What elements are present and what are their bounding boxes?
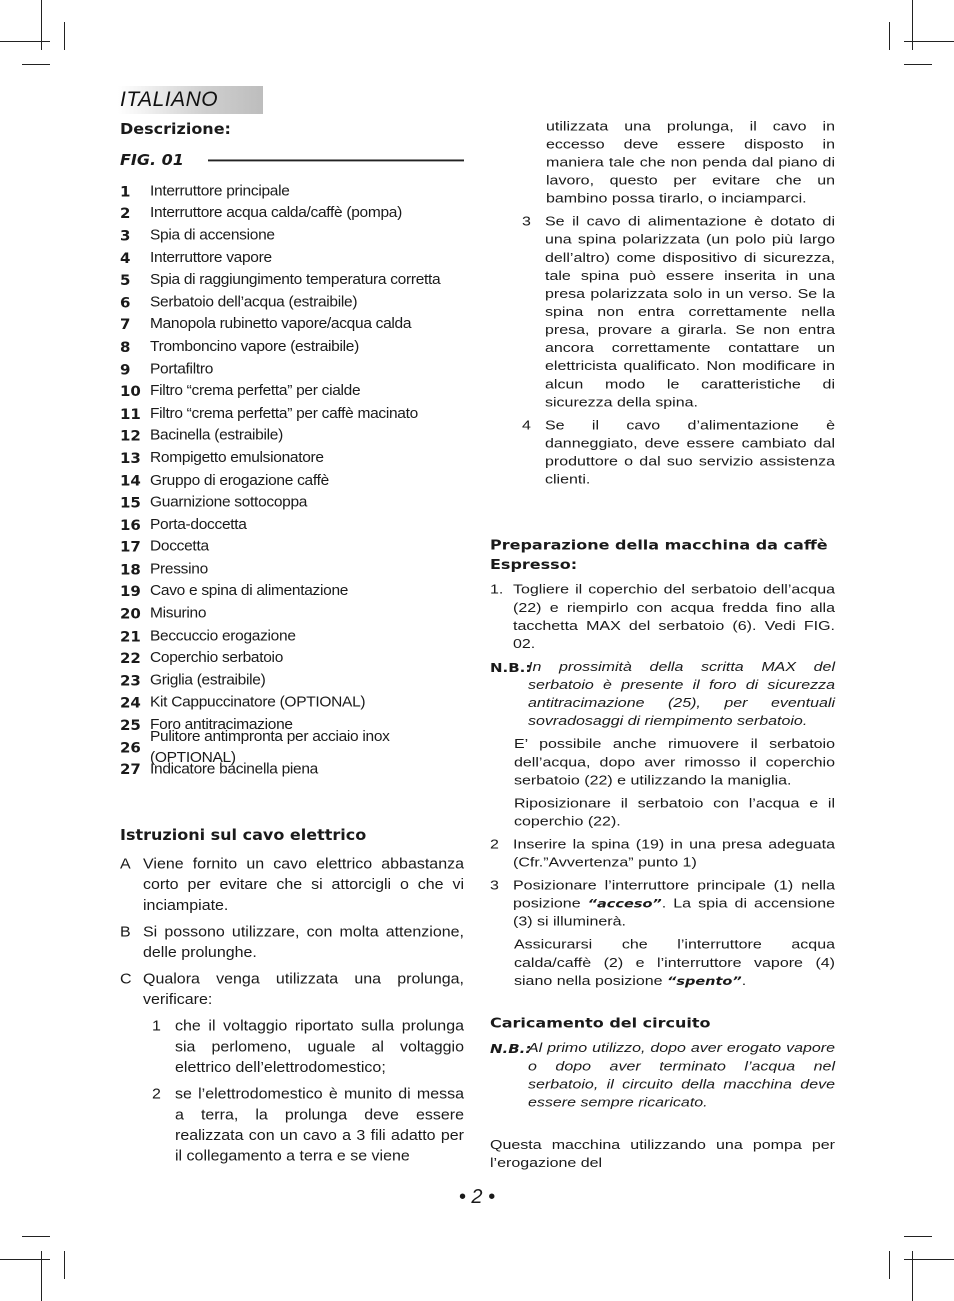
part-item	[120, 558, 464, 580]
part-label: Tromboncino vapore (estraibile)	[150, 338, 359, 355]
cable-subitem	[490, 213, 835, 412]
part-number: 13	[120, 449, 141, 467]
part-label: Indicatore bacinella piena	[150, 761, 318, 778]
note-2-text: Al primo utilizzo, dopo aver erogato vapore o dopo aver terminato l’acqua nel serbatoio, il circuito della macchina deve essere sempre ricaricato.	[528, 1041, 835, 1110]
part-label: Interruttore acqua calda/caffè (pompa)	[150, 205, 402, 222]
part-number: 15	[120, 494, 141, 512]
figure-label: FIG. 01	[120, 150, 184, 169]
step-3-text	[513, 877, 835, 931]
step-1-mark: 1.	[490, 583, 504, 598]
cable-subitem-text: Se il cavo d’alimentazione è danneggiato, deve essere cambiato dal produttore o dal suo servizio assistenza clienti.	[545, 418, 835, 487]
part-number: 26	[120, 738, 141, 756]
part-item	[120, 291, 464, 313]
part-number: 12	[120, 427, 141, 445]
left-column	[120, 118, 464, 1173]
step-1-text: Togliere il coperchio del serbatoio dell’acqua (22) e riempirlo con acqua fredda fino alla tacchetta MAX del serbatoio (6). Vedi FIG. 02.	[513, 583, 835, 652]
part-item	[120, 403, 464, 425]
part-number: 6	[120, 294, 131, 312]
part-number: 3	[120, 227, 131, 245]
part-number: 27	[120, 761, 141, 779]
part-label: Foro antitracimazione	[150, 716, 293, 733]
note-1-paragraph-2: E’ possibile anche rimuovere il serbatoio dell’acqua, dopo aver rimosso il coperchio serbatoio (22) e utilizzando la maniglia.	[514, 737, 835, 788]
crop-mark	[904, 1259, 954, 1260]
cable-subitem-mark: 1	[152, 1018, 161, 1035]
step-3-para2-end: .	[741, 974, 747, 989]
part-item	[120, 759, 464, 781]
cable-item-mark: B	[120, 924, 131, 941]
part-number: 9	[120, 360, 131, 378]
part-number: 23	[120, 672, 141, 690]
cable-subitem-mark: 2	[152, 1086, 161, 1103]
step-1	[490, 581, 835, 653]
part-item	[120, 625, 464, 647]
part-item	[120, 692, 464, 714]
step-2-text: Inserire la spina (19) in una presa adeguata (Cfr.”Avvertenza” punto 1)	[513, 837, 835, 870]
cable-subitem-mark: 3	[522, 214, 531, 229]
language-label: ITALIANO	[120, 88, 219, 111]
preparation-title: Preparazione della macchina da caffè Espresso:	[490, 537, 828, 573]
part-number: 7	[120, 316, 131, 334]
part-item	[120, 225, 464, 247]
cable-item-text: Viene fornito un cavo elettrico abbastanza corto per evitare che si attorcigli o che vi inciampiate.	[143, 856, 464, 914]
part-item	[120, 728, 464, 766]
part-label: Griglia (estraibile)	[150, 672, 266, 689]
note-1-key: N.B.:	[490, 660, 532, 676]
cable-item-text: Qualora venga utilizzata una prolunga, verificare:	[143, 971, 464, 1009]
crop-mark	[904, 1236, 932, 1237]
cable-subitem-text: Se il cavo di alimentazione è dotato di una spina polarizzata (un polo più largo dell’altro) come dispositivo di sicurezza, tale spina può essere inserita in una presa polarizzata solo in un verso. Se la spina non entra correttamente nella presa, provare a girarla. Se non entra ancora correttamente contattare un elettricista qualificato. Non modificare in alcun modo le caratteristiche di sicurezza della spina.	[545, 214, 835, 410]
part-item	[120, 536, 464, 558]
part-label: Beccuccio erogazione	[150, 627, 296, 644]
parts-list	[120, 180, 464, 781]
cable-subitem	[120, 1084, 464, 1167]
part-item	[120, 514, 464, 536]
continuation-text: utilizzata una prolunga, il cavo in eccesso deve essere disposto in maniera tale che non penda dal piano di lavoro, questo per evitare che un bambino possa tirarlo, o inciamparci.	[546, 119, 835, 206]
step-3-off-word: “spento”	[667, 974, 742, 989]
step-3-on-word: “acceso”	[587, 897, 662, 911]
step-2-mark: 2	[490, 837, 499, 852]
step-3-paragraph-2	[490, 936, 835, 990]
cable-subitems-continued	[490, 213, 835, 489]
crop-mark	[41, 0, 42, 50]
part-label: Portafiltro	[150, 360, 214, 377]
cable-item	[120, 922, 464, 963]
part-item	[120, 380, 464, 402]
part-number: 25	[120, 716, 141, 734]
part-label: Manopola rubinetto vapore/acqua calda	[150, 316, 412, 333]
crop-mark	[889, 22, 890, 50]
part-label: Rompigetto emulsionatore	[150, 449, 324, 466]
crop-mark	[904, 64, 932, 65]
step-3-mark: 3	[490, 878, 499, 893]
description-title: Descrizione:	[120, 119, 231, 138]
step-3-text-b: . La spia di accensione (3) si illuminerà.	[513, 896, 836, 929]
part-number: 1	[120, 182, 131, 200]
circuit-title: Caricamento del circuito	[490, 1015, 711, 1031]
part-number: 24	[120, 694, 141, 712]
final-text: Questa macchina utilizzando una pompa per l’erogazione del	[490, 1138, 835, 1171]
part-label: Bacinella (estraibile)	[150, 427, 283, 444]
step-2	[490, 836, 835, 872]
part-label: Filtro “crema perfetta” per caffè macinato	[150, 405, 418, 422]
part-item	[120, 358, 464, 380]
part-label: Gruppo di erogazione caffè	[150, 472, 329, 489]
note-2-key: N.B.:	[490, 1041, 532, 1057]
cable-item-mark: A	[120, 856, 131, 873]
part-number: 4	[120, 249, 131, 267]
part-number: 22	[120, 649, 141, 667]
part-item	[120, 647, 464, 669]
cable-items	[120, 854, 464, 1011]
cable-subitem-mark: 4	[522, 418, 531, 433]
part-number: 10	[120, 383, 141, 401]
part-item	[120, 469, 464, 491]
part-item	[120, 247, 464, 269]
part-number: 5	[120, 271, 131, 289]
part-label: Cavo e spina di alimentazione	[150, 583, 349, 600]
part-number: 20	[120, 605, 141, 623]
part-item	[120, 314, 464, 336]
crop-mark	[22, 1236, 50, 1237]
note-1-paragraph-3: Riposizionare il serbatoio con l’acqua e il coperchio (22).	[514, 796, 835, 829]
part-item	[120, 269, 464, 291]
part-number: 21	[120, 627, 141, 645]
crop-mark	[904, 41, 954, 42]
crop-mark	[889, 1251, 890, 1279]
part-number: 19	[120, 583, 141, 601]
note-1-text: In prossimità della scritta MAX del serbatoio è presente il foro di sicurezza antitracimazione (25), per eventuali sovradosaggi di riempimento serbatoio.	[528, 660, 835, 729]
note-2	[490, 1040, 835, 1112]
figure-caption-row	[120, 148, 464, 173]
part-number: 14	[120, 472, 141, 490]
crop-mark	[22, 64, 50, 65]
cable-item	[120, 969, 464, 1010]
part-label: Misurino	[150, 605, 207, 622]
part-item	[120, 336, 464, 358]
right-column	[490, 118, 835, 1173]
crop-mark	[0, 41, 50, 42]
part-item	[120, 202, 464, 224]
part-number: 8	[120, 338, 131, 356]
part-item	[120, 180, 464, 202]
part-number: 16	[120, 516, 141, 534]
cable-subitem-text: se l’elettrodomestico è munito di messa a terra, la prolunga deve essere realizzata con un cavo a 3 fili adatto per il collegamento a terra e se viene	[175, 1086, 464, 1165]
part-item	[120, 492, 464, 514]
step-3-text-a: Posizionare l’interruttore principale (1) nella posizione	[513, 878, 835, 911]
part-label: Kit Cappuccinatore (OPTIONAL)	[150, 694, 366, 711]
part-number: 17	[120, 538, 141, 556]
page-number: • 2 •	[458, 1186, 496, 1208]
cable-subitem	[120, 1017, 464, 1079]
cable-item	[120, 854, 464, 916]
part-label: Spia di raggiungimento temperatura corretta	[150, 271, 441, 288]
cable-subitem	[490, 417, 835, 489]
part-label: Spia di accensione	[150, 227, 275, 244]
part-label: Serbatoio dell’acqua (estraibile)	[150, 294, 358, 311]
part-label: Coperchio serbatoio	[150, 649, 284, 667]
crop-mark	[912, 0, 913, 50]
part-label: Pulitore antimpronta per acciaio inox (OPTIONAL)	[150, 728, 390, 766]
part-number: 11	[120, 405, 141, 423]
cable-instructions-title: Istruzioni sul cavo elettrico	[120, 826, 367, 844]
part-item	[120, 603, 464, 625]
cable-subitems	[120, 1017, 464, 1168]
part-label: Filtro “crema perfetta” per cialde	[150, 383, 361, 400]
figure-rule	[208, 159, 464, 161]
part-number: 2	[120, 205, 131, 223]
part-item	[120, 581, 464, 603]
part-item	[120, 447, 464, 469]
part-label: Interruttore principale	[150, 182, 290, 199]
part-label: Guarnizione sottocoppa	[150, 494, 308, 511]
part-item	[120, 670, 464, 692]
crop-mark	[64, 1251, 65, 1279]
note-1	[490, 659, 835, 731]
cable-item-mark: C	[120, 971, 132, 988]
crop-mark	[0, 1259, 50, 1260]
part-label: Porta-doccetta	[150, 516, 247, 533]
part-label: Interruttore vapore	[150, 249, 272, 266]
part-label: Pressino	[150, 561, 208, 578]
cable-subitem-text: che il voltaggio riportato sulla prolunga sia perlomeno, uguale al voltaggio elettrico dell’elettrodomestico;	[175, 1018, 464, 1076]
part-number: 18	[120, 561, 141, 578]
part-label: Doccetta	[150, 538, 209, 555]
part-item	[120, 425, 464, 447]
step-3	[490, 877, 835, 931]
crop-mark	[64, 22, 65, 50]
step-3-para2-text: Assicurarsi che l’interruttore acqua calda/caffè (2) e l’interruttore vapore (4) siano nella posizione	[514, 938, 835, 989]
cable-item-text: Si possono utilizzare, con molta attenzione, delle prolunghe.	[143, 924, 464, 961]
